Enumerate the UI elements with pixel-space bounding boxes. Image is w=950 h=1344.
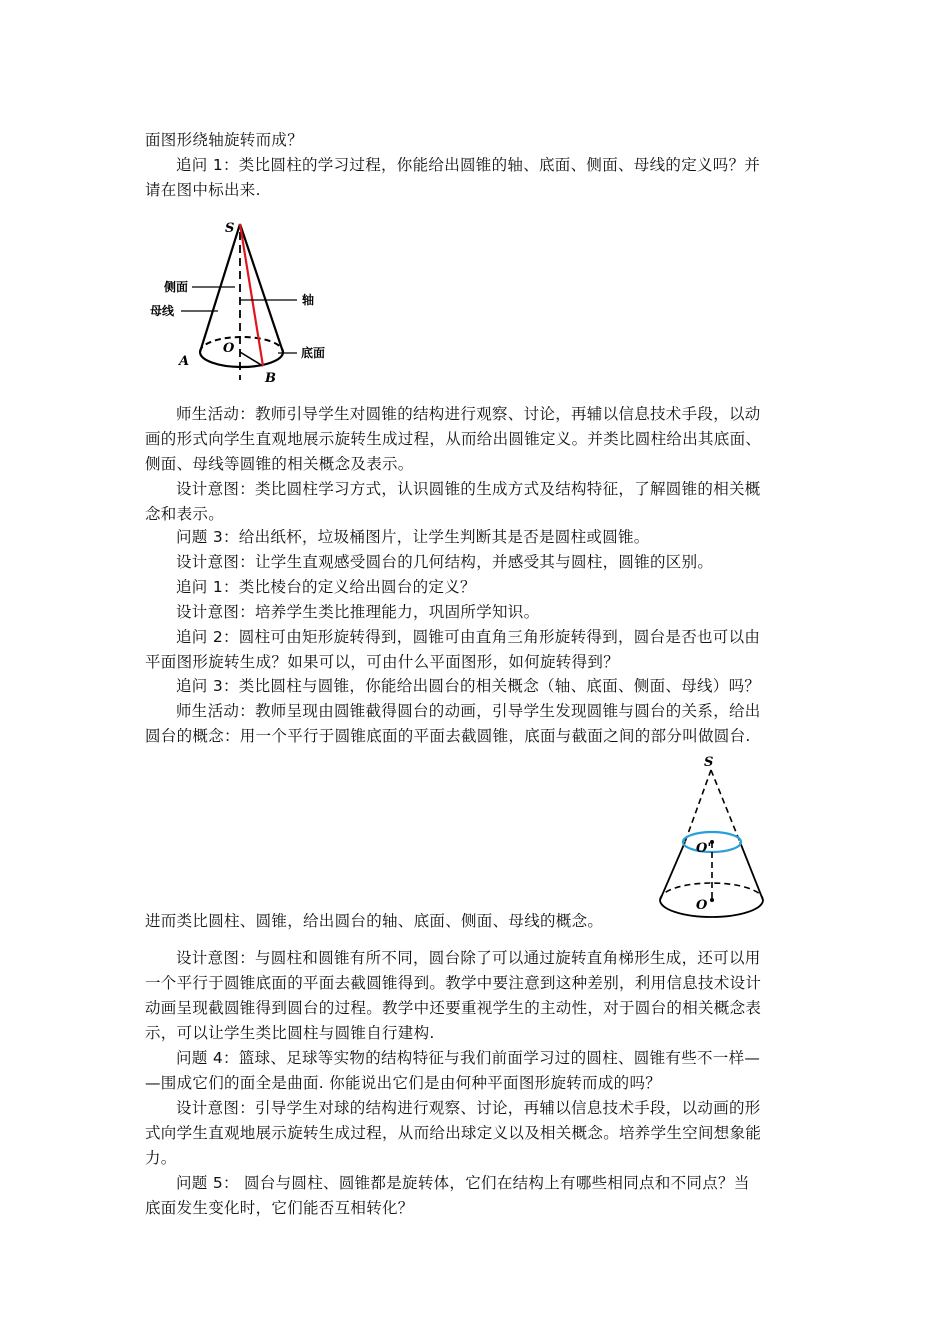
radius-line bbox=[240, 352, 263, 366]
cone-figure bbox=[145, 212, 345, 387]
cone-right-side bbox=[240, 224, 283, 352]
paragraph-line: 设计意图：让学生直观感受圆台的几何结构，并感受其与圆柱，圆锥的区别。 bbox=[176, 553, 714, 571]
base-back-dashed bbox=[200, 337, 283, 352]
paragraph-line: 圆台的概念：用一个平行于圆锥底面的平面去截圆锥，底面与截面之间的部分叫做圆台. bbox=[145, 727, 751, 745]
paragraph-line: 一个平行于圆锥底面的平面去截圆锥得到。教学中要注意到这种差别，利用信息技术设计 bbox=[145, 974, 762, 992]
frustum-figure bbox=[640, 750, 790, 930]
axis-label: 轴 bbox=[302, 293, 315, 307]
paragraph-line: 师生活动：教师引导学生对圆锥的结构进行观察、讨论，再辅以信息技术手段，以动 bbox=[176, 405, 761, 423]
side-label: 侧面 bbox=[164, 280, 189, 294]
point-a-label: A bbox=[179, 354, 190, 369]
paragraph-line: 问题 4：篮球、足球等实物的结构特征与我们前面学习过的圆柱、圆锥有些不一样— bbox=[176, 1049, 761, 1067]
paragraph-line: 追问 3：类比圆柱与圆锥，你能给出圆台的相关概念（轴、底面、侧面、母线）吗？ bbox=[176, 677, 761, 695]
paragraph-line: 问题 5： 圆台与圆柱、圆锥都是旋转体，它们在结构上有哪些相同点和不同点？当 bbox=[176, 1174, 750, 1192]
paragraph-line: 示，可以让学生类比圆柱与圆锥自行建构. bbox=[145, 1024, 435, 1042]
apex-label: S bbox=[225, 221, 235, 236]
cone-left-side bbox=[200, 224, 240, 352]
paragraph-line: 设计意图：与圆柱和圆锥有所不同，圆台除了可以通过旋转直角梯形生成，还可以用 bbox=[176, 949, 761, 967]
paragraph-line: 设计意图：培养学生类比推理能力，巩固所学知识。 bbox=[176, 603, 540, 621]
paragraph-line: 面图形绕轴旋转而成？ bbox=[145, 131, 304, 149]
paragraph-line: —围成它们的面全是曲面. 你能说出它们是由何种平面图形旋转而成的吗？ bbox=[145, 1074, 662, 1092]
bottom-center-dot bbox=[710, 898, 714, 902]
paragraph-line: 动画呈现截圆锥得到圆台的过程。教学中还要重视学生的主动性，对于圆台的相关概念表 bbox=[145, 999, 762, 1017]
paragraph-line: 念和表示。 bbox=[145, 505, 225, 523]
center-label: O bbox=[223, 341, 235, 356]
top-center-label: O' bbox=[696, 841, 712, 856]
frustum-right-side bbox=[740, 842, 763, 900]
paragraph-line: 请在图中标出来. bbox=[145, 181, 261, 199]
paragraph-line: 追问 1：类比棱台的定义给出圆台的定义？ bbox=[176, 578, 476, 596]
paragraph-line: 追问 2：圆柱可由矩形旋转得到，圆锥可由直角三角形旋转得到，圆台是否也可以由 bbox=[176, 628, 761, 646]
bottom-center-label: O bbox=[696, 898, 708, 913]
frustum-apex-label: S bbox=[704, 755, 714, 770]
paragraph-line: 追问 1：类比圆柱的学习过程，你能给出圆锥的轴、底面、侧面、母线的定义吗？并 bbox=[176, 156, 761, 174]
generatrix-label: 母线 bbox=[150, 304, 175, 318]
base-label: 底面 bbox=[301, 346, 326, 360]
point-b-label: B bbox=[265, 371, 276, 386]
paragraph-line: 问题 3：给出纸杯，垃圾桶图片，让学生判断其是否是圆柱或圆锥。 bbox=[176, 528, 650, 546]
paragraph-line: 设计意图：引导学生对球的结构进行观察、讨论，再辅以信息技术手段，以动画的形 bbox=[176, 1099, 761, 1117]
paragraph-line: 画的形式向学生直观地展示旋转生成过程，从而给出圆锥定义。并类比圆柱给出其底面、 bbox=[145, 430, 762, 448]
paragraph-line: 平面图形旋转生成？如果可以，可由什么平面图形，如何旋转得到？ bbox=[145, 653, 620, 671]
frustum-left-side bbox=[660, 842, 685, 900]
paragraph-line: 底面发生变化时，它们能否互相转化？ bbox=[145, 1199, 414, 1217]
paragraph-line: 设计意图：类比圆柱学习方式，认识圆锥的生成方式及结构特征，了解圆锥的相关概 bbox=[176, 480, 761, 498]
paragraph-line: 进而类比圆柱、圆锥，给出圆台的轴、底面、侧面、母线的概念。 bbox=[145, 912, 604, 930]
paragraph-line: 侧面、母线等圆锥的相关概念及表示。 bbox=[145, 455, 414, 473]
generatrix-line bbox=[240, 224, 263, 366]
paragraph-line: 师生活动：教师呈现由圆锥截得圆台的动画，引导学生发现圆锥与圆台的关系，给出 bbox=[176, 702, 761, 720]
paragraph-line: 力。 bbox=[145, 1149, 177, 1167]
paragraph-line: 式向学生直观地展示旋转生成过程，从而给出球定义以及相关概念。培养学生空间想象能 bbox=[145, 1124, 762, 1142]
base-front bbox=[200, 352, 283, 367]
